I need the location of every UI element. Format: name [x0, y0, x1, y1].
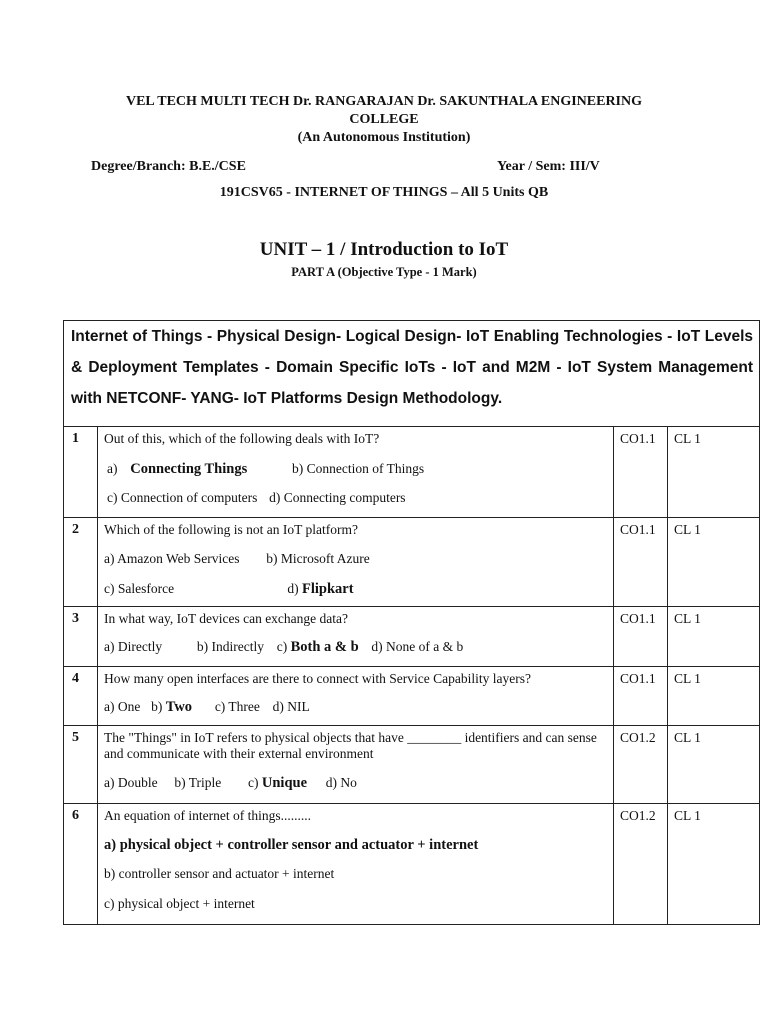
option-d: d) No: [325, 775, 357, 790]
option-a-prefix: a): [107, 461, 118, 476]
question-text: How many open interfaces are there to connect with Service Capability layers?: [104, 671, 531, 686]
question-row: [64, 427, 760, 518]
options-line: [104, 581, 607, 597]
question-cell: [98, 804, 614, 925]
question-number: 4: [64, 667, 98, 726]
course-outcome: CO1.2: [614, 726, 668, 804]
year-semester: Year / Sem: III/V: [497, 159, 600, 174]
unit-title: UNIT – 1 / Introduction to IoT: [259, 239, 509, 260]
cognitive-level: CL 1: [668, 804, 760, 925]
degree-branch: Degree/Branch: B.E./CSE: [91, 159, 246, 174]
course-outcome: CO1.1: [614, 667, 668, 726]
question-row: [64, 518, 760, 607]
question-number: 2: [64, 518, 98, 607]
option-d: d) None of a & b: [371, 639, 464, 654]
option-a-answer: a) physical object + controller sensor and actuator + internet: [104, 837, 479, 853]
question-row: [64, 667, 760, 726]
option-a: a) Amazon Web Services: [104, 551, 240, 566]
course-outcome: CO1.1: [614, 518, 668, 607]
course-outcome: CO1.2: [614, 804, 668, 925]
cognitive-level: CL 1: [668, 667, 760, 726]
option-a: a) Double: [104, 775, 158, 790]
cognitive-level: CL 1: [668, 518, 760, 607]
question-number: 5: [64, 726, 98, 804]
options-line: [104, 775, 607, 791]
cognitive-level: CL 1: [668, 726, 760, 804]
institution-name-line1: VEL TECH MULTI TECH Dr. RANGARAJAN Dr. SAKUNTHALA ENGINEERING: [125, 94, 643, 109]
options-line: [104, 490, 607, 506]
options-line: [104, 461, 607, 477]
option-b-answer: Two: [165, 699, 193, 715]
course-outcome: CO1.1: [614, 607, 668, 667]
course-title: 191CSV65 - INTERNET OF THINGS – All 5 Units QB: [219, 185, 549, 200]
option-a-answer: Connecting Things: [130, 461, 248, 477]
option-a: a) Directly: [104, 639, 163, 654]
question-bank-table: [63, 320, 760, 925]
question-text: An equation of internet of things.........: [104, 808, 311, 823]
question-row: [64, 726, 760, 804]
question-number: 3: [64, 607, 98, 667]
question-cell: [98, 667, 614, 726]
question-cell: [98, 726, 614, 804]
question-text: In what way, IoT devices can exchange data?: [104, 611, 349, 626]
option-a: a) One: [104, 699, 141, 714]
institution-subtitle: (An Autonomous Institution): [297, 130, 471, 145]
option-c-answer: Both a & b: [290, 639, 359, 655]
question-row: [64, 804, 760, 925]
part-heading: PART A (Objective Type - 1 Mark): [291, 265, 477, 279]
option-c-prefix: c): [248, 775, 259, 790]
option-b: b) Indirectly: [196, 639, 264, 654]
question-text: Out of this, which of the following deals with IoT?: [104, 431, 380, 446]
institution-name-line2: COLLEGE: [349, 112, 419, 127]
question-text: The "Things" in IoT refers to physical objects that have ________ identifiers and can sense and communicate with their external environment: [104, 730, 597, 761]
option-b-prefix: b): [151, 699, 163, 714]
question-cell: [98, 518, 614, 607]
cognitive-level: CL 1: [668, 427, 760, 518]
question-cell: [98, 607, 614, 667]
option-b: b) controller sensor and actuator + internet: [104, 866, 335, 881]
question-cell: [98, 427, 614, 518]
option-d-answer: Flipkart: [302, 581, 354, 597]
option-b: b) Microsoft Azure: [266, 551, 370, 566]
option-c: c) Connection of computers: [107, 490, 258, 505]
option-d-prefix: d): [287, 581, 299, 596]
option-c: c) Salesforce: [104, 581, 175, 596]
option-d: d) NIL: [272, 699, 310, 714]
option-c-answer: Unique: [261, 775, 308, 791]
syllabus-row: [64, 321, 760, 427]
question-number: 1: [64, 427, 98, 518]
option-c: c) Three: [214, 699, 260, 714]
question-number: 6: [64, 804, 98, 925]
question-row: [64, 607, 760, 667]
option-b: b) Triple: [174, 775, 222, 790]
options-line: [104, 699, 607, 715]
option-b: b) Connection of Things: [291, 461, 425, 476]
options-line: [104, 551, 607, 567]
syllabus-topics: Internet of Things - Physical Design- Logical Design- IoT Enabling Technologies - IoT Levels & Deployment Templates - Domain Specific IoTs - IoT and M2M - IoT System Management with NETCONF- YANG- IoT Platforms Design Methodology.: [64, 321, 760, 427]
question-text: Which of the following is not an IoT platform?: [104, 522, 358, 537]
option-c: c) physical object + internet: [104, 896, 255, 911]
option-c-prefix: c): [276, 639, 288, 654]
option-d: d) Connecting computers: [269, 490, 406, 505]
cognitive-level: CL 1: [668, 607, 760, 667]
course-outcome: CO1.1: [614, 427, 668, 518]
options-line: [104, 639, 607, 655]
